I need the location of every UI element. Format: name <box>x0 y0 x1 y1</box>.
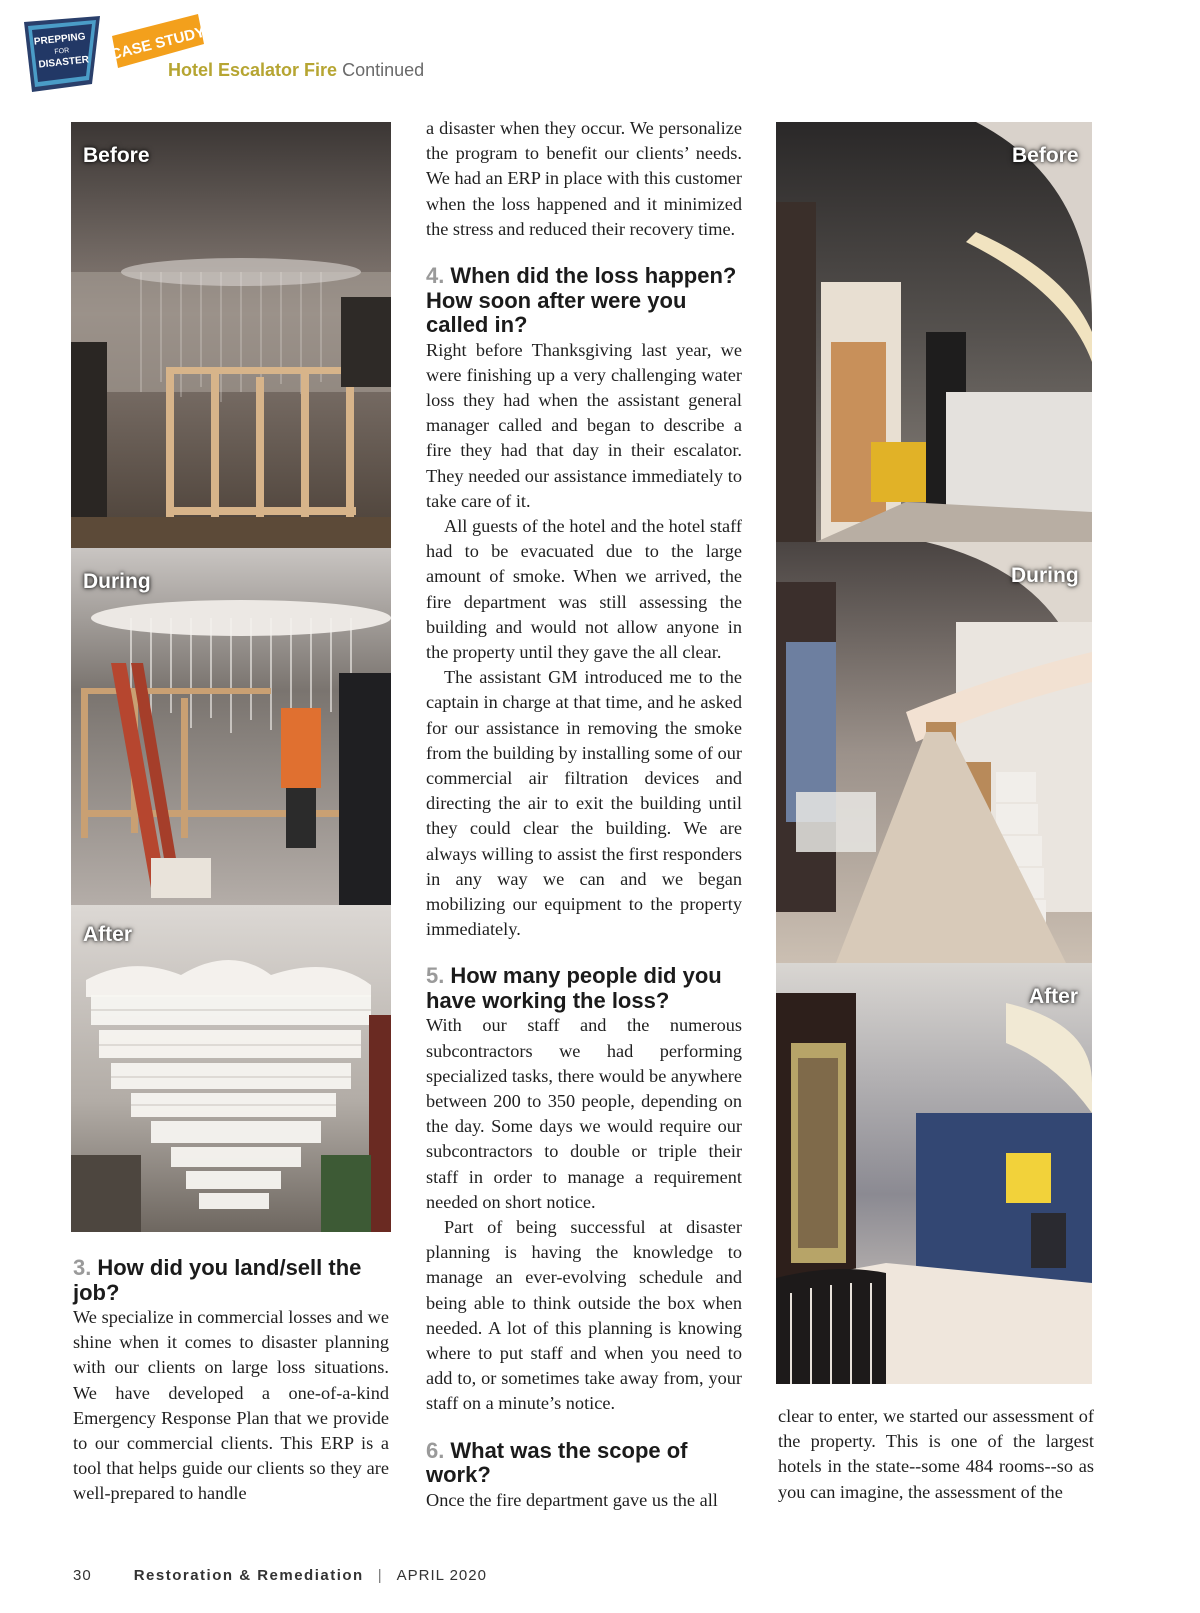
photo-label: During <box>83 570 151 593</box>
badge-for-text: FOR <box>54 47 70 56</box>
question-4-heading <box>426 264 742 338</box>
prepping-for-disaster-logo <box>22 14 106 98</box>
body-paragraph: Once the fire department gave us the all <box>426 1489 718 1510</box>
case-study-text: CASE STUDY <box>112 23 204 64</box>
photo-left-during <box>71 548 391 905</box>
photo-right-during <box>776 542 1092 963</box>
body-paragraph: a disaster when they occur. We personalize the program to benefit our clients’ needs. We had an ERP in place with this customer when the loss happened and it minimized the stress and reduced their recovery time. <box>426 118 742 239</box>
question-6-heading <box>426 1439 742 1488</box>
photo-label: After <box>83 923 133 946</box>
body-paragraph: Right before Thanksgiving last year, we were finishing up a very challenging water loss they had when the assistant general manager called and began to describe a fire they had that day in their escalator. They needed our assistance immediately to take care of it. <box>426 339 742 511</box>
photo-right-after <box>776 963 1092 1384</box>
question-title: How did you land/sell the job? <box>73 1255 362 1305</box>
body-paragraph: The assistant GM introduced me to the captain in charge at that time, and he asked for our assistance in removing the smoke from the building by installing some of our commercial air filtration devices and directing the air to exit the building until they could clear the building. We are always willing to assist the first responders in any way we can and we began mobilizing our equipment to the property immediately. <box>426 667 742 940</box>
continued-label: Continued <box>342 60 425 80</box>
body-paragraph: All guests of the hotel and the hotel staff had to be evacuated due to the large amount of smoke. When we arrived, the fire department was still assessing the building and would not allow anyone in the property until they gave the all clear. <box>426 515 742 662</box>
middle-text-column <box>426 116 742 1513</box>
footer-separator: | <box>377 1567 383 1584</box>
photo-label: After <box>1029 985 1079 1008</box>
photo-label: Before <box>1012 144 1079 167</box>
photo-left-after <box>71 905 391 1232</box>
question-3-heading <box>73 1256 389 1305</box>
page-footer <box>73 1567 487 1584</box>
right-text-column <box>778 1404 1094 1505</box>
badge-prepping-text: PREPPING <box>33 31 87 48</box>
question-number: 6. <box>426 1437 445 1463</box>
body-paragraph: Part of being successful at disaster planning is having the knowledge to manage an ever-evolving schedule and being able to think outside the box when needed. A lot of this planning is knowing where to put staff and when you need to add to, or sometimes take away from, your staff on a minute’s notice. <box>426 1217 742 1414</box>
question-number: 4. <box>426 263 445 289</box>
photo-label: Before <box>83 144 150 167</box>
photo-label: During <box>1011 564 1079 587</box>
magazine-name: Restoration & Remediation <box>133 1567 364 1584</box>
page-number: 30 <box>73 1567 92 1584</box>
question-number: 3. <box>73 1255 92 1280</box>
photo-left-before <box>71 122 391 548</box>
body-paragraph: With our staff and the numerous subcontractors we had performing specialized tasks, there would be anywhere between 200 to 350 people, depending on the day. Some days we would require our subcontractors to double or triple their staff in order to manage a requirement needed on short notice. <box>426 1015 742 1212</box>
body-paragraph: clear to enter, we started our assessment of the property. This is one of the largest hotels in the state--some 484 rooms--so as you can imagine, the assessment of the <box>778 1406 1094 1502</box>
question-title: When did the loss happen? How soon after were you called in? <box>426 263 737 338</box>
badge-disaster-text: DISASTER <box>38 54 90 71</box>
article-header <box>168 60 424 81</box>
body-paragraph: We specialize in commercial losses and we shine when it comes to disaster planning with our clients on large loss situations. We have developed a one-of-a-kind Emergency Response Plan that we provide to our commercial clients. This ERP is a tool that helps guide our clients so they are well-prepared to handle <box>73 1307 389 1504</box>
question-title: How many people did you have working the loss? <box>426 963 722 1013</box>
article-title: Hotel Escalator Fire <box>168 60 338 80</box>
question-title: What was the scope of work? <box>426 1437 688 1488</box>
photo-right-before <box>776 122 1092 542</box>
issue-date: APRIL 2020 <box>396 1567 487 1584</box>
question-5-heading <box>426 964 742 1013</box>
left-text-column <box>73 1256 389 1507</box>
question-number: 5. <box>426 963 445 989</box>
